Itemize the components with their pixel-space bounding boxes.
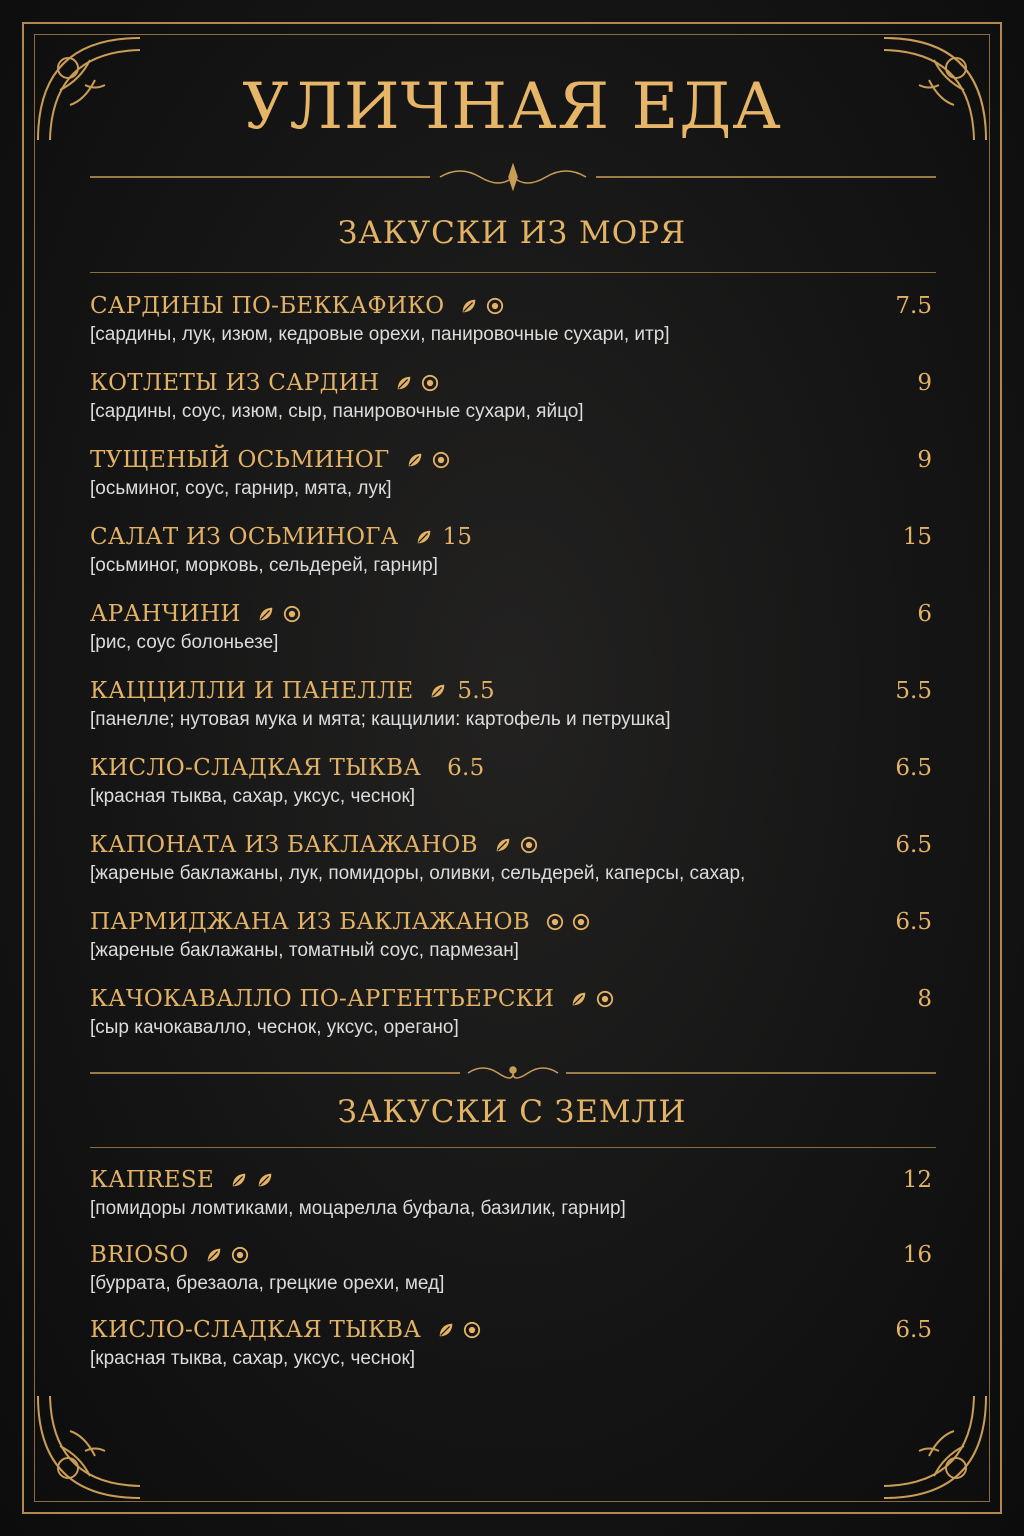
item-name: ТУЩЕНЫЙ ОСЬМИНОГ	[90, 447, 390, 473]
circle-icon	[520, 836, 538, 854]
item-name: КАЧОКАВАЛЛО ПО-АРГЕНТЬЕРСКИ	[90, 986, 555, 1012]
item-price: 6	[917, 601, 932, 627]
item-price: 8	[917, 986, 932, 1012]
item-name: BRIOSO	[90, 1242, 189, 1268]
item-price: 6.5	[895, 755, 932, 781]
section-rule	[90, 272, 936, 273]
menu-item	[90, 906, 932, 983]
menu-item	[90, 829, 932, 906]
menu-item	[90, 1239, 932, 1314]
item-description: [панелле; нутовая мука и мята; каццилии: картофель и петрушка]	[90, 709, 671, 730]
section-rule	[90, 1147, 936, 1148]
item-icons	[205, 1246, 249, 1264]
leaf-icon	[570, 990, 588, 1008]
item-icons	[437, 1321, 481, 1339]
section-title-sea: ЗАКУСКИ ИЗ МОРЯ	[337, 215, 687, 251]
leaf-icon	[460, 297, 478, 315]
menu-item	[90, 290, 932, 367]
corner-ornament-icon	[30, 1386, 150, 1506]
item-price: 5.5	[895, 678, 932, 704]
leaf-icon	[406, 451, 424, 469]
item-name: КАПRESE	[90, 1167, 215, 1193]
ornamental-divider-icon	[90, 162, 936, 192]
item-price: 15	[902, 524, 932, 550]
item-description: [жареные баклажаны, лук, помидоры, оливки, сельдерей, каперсы, сахар,	[90, 863, 746, 884]
item-icons	[494, 836, 538, 854]
item-price: 9	[917, 447, 932, 473]
item-icons	[415, 528, 433, 546]
item-price: 6.5	[895, 1317, 932, 1343]
menu-item	[90, 675, 932, 752]
leaf-icon	[415, 528, 433, 546]
menu-item	[90, 367, 932, 444]
circle-icon	[596, 990, 614, 1008]
menu-item	[90, 444, 932, 521]
leaf-icon	[395, 374, 413, 392]
item-price: 12	[902, 1167, 932, 1193]
menu-item	[90, 1314, 932, 1389]
item-description: [красная тыква, сахар, уксус, чеснок]	[90, 1348, 416, 1369]
menu-item	[90, 752, 932, 829]
leaf-icon	[256, 1171, 274, 1189]
menu-item	[90, 521, 932, 598]
item-icons	[395, 374, 439, 392]
menu-item	[90, 1164, 932, 1239]
item-description: [буррата, брезаола, грецкие орехи, мед]	[90, 1273, 445, 1294]
item-inline-price: 5.5	[457, 678, 495, 704]
item-description: [сардины, лук, изюм, кедровые орехи, панировочные сухари, итр]	[90, 324, 670, 345]
leaf-icon	[230, 1171, 248, 1189]
item-description: [осьминог, соус, гарнир, мята, лук]	[90, 478, 392, 499]
menu-title: УЛИЧНАЯ ЕДА	[242, 70, 782, 144]
item-name: САЛАТ ИЗ ОСЬМИНОГА	[90, 524, 399, 550]
section-title-land: ЗАКУСКИ С ЗЕМЛИ	[337, 1094, 687, 1130]
leaf-icon	[205, 1246, 223, 1264]
item-name: САРДИНЫ ПО-БЕККАФИКО	[90, 293, 445, 319]
item-name: КАЦЦИЛЛИ И ПАНЕЛЛЕ	[90, 678, 414, 704]
item-icons	[570, 990, 614, 1008]
item-icons	[460, 297, 504, 315]
item-name: КИСЛО-СЛАДКАЯ ТЫКВА	[90, 1317, 422, 1343]
item-inline-price: 15	[442, 524, 473, 550]
item-icons	[429, 682, 447, 700]
items-list-land	[90, 1164, 932, 1389]
item-icons	[230, 1171, 274, 1189]
circle-icon	[432, 451, 450, 469]
item-price: 6.5	[895, 909, 932, 935]
item-price: 7.5	[895, 293, 932, 319]
item-description: [жареные баклажаны, томатный соус, пармезан]	[90, 940, 519, 961]
item-name: ПАРМИДЖАНА ИЗ БАКЛАЖАНОВ	[90, 909, 531, 935]
item-icons	[406, 451, 450, 469]
circle-icon	[546, 913, 564, 931]
item-description: [помидоры ломтиками, моцарелла буфала, базилик, гарнир]	[90, 1198, 626, 1219]
item-icons	[546, 913, 590, 931]
item-description: [сыр качокавалло, чеснок, уксус, орегано]	[90, 1017, 459, 1038]
item-inline-price: 6.5	[447, 755, 485, 781]
items-list-sea	[90, 290, 932, 1060]
item-name: АРАНЧИНИ	[90, 601, 241, 627]
circle-icon	[486, 297, 504, 315]
item-name: КАПОНАТА ИЗ БАКЛАЖАНОВ	[90, 832, 478, 858]
leaf-icon	[429, 682, 447, 700]
leaf-icon	[437, 1321, 455, 1339]
circle-icon	[231, 1246, 249, 1264]
item-price: 9	[917, 370, 932, 396]
menu-item	[90, 983, 932, 1060]
item-description: [рис, соус болоньезе]	[90, 632, 279, 653]
circle-icon	[463, 1321, 481, 1339]
leaf-icon	[257, 605, 275, 623]
circle-icon	[283, 605, 301, 623]
ornamental-divider-icon	[90, 1058, 936, 1088]
item-description: [сардины, соус, изюм, сыр, панировочные сухари, яйцо]	[90, 401, 584, 422]
item-description: [осьминог, морковь, сельдерей, гарнир]	[90, 555, 438, 576]
item-icons	[257, 605, 301, 623]
item-name: КИСЛО-СЛАДКАЯ ТЫКВА	[90, 755, 422, 781]
leaf-icon	[494, 836, 512, 854]
circle-icon	[572, 913, 590, 931]
item-description: [красная тыква, сахар, уксус, чеснок]	[90, 786, 416, 807]
item-price: 16	[902, 1242, 932, 1268]
corner-ornament-icon	[874, 1386, 994, 1506]
item-price: 6.5	[895, 832, 932, 858]
menu-item	[90, 598, 932, 675]
item-name: КОТЛЕТЫ ИЗ САРДИН	[90, 370, 380, 396]
circle-icon	[421, 374, 439, 392]
